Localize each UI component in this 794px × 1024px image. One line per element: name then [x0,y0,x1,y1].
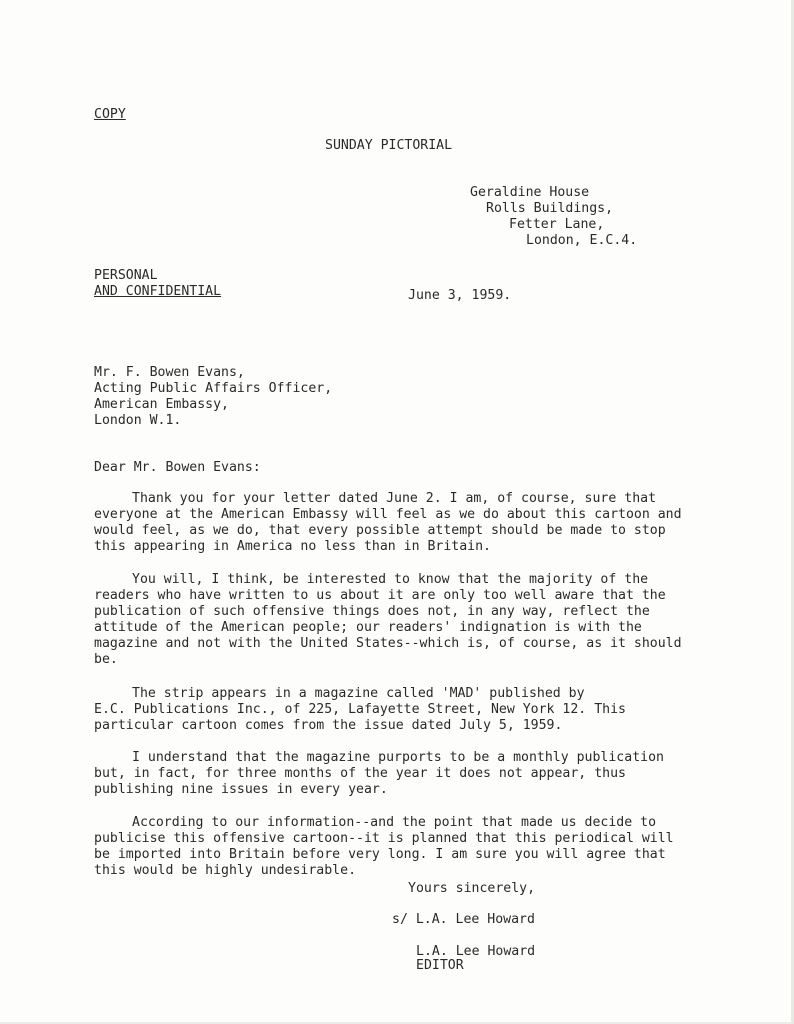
address-line: London, E.C.4. [526,233,638,248]
body-line: attitude of the American people; our readers' indignation is with the [94,620,642,635]
signer-title: EDITOR [416,958,464,973]
recipient-line: Mr. F. Bowen Evans, [94,365,245,380]
body-line: this would be highly undesirable. [94,863,357,878]
body-paragraph-3 [94,686,694,734]
body-line: everyone at the American Embassy will feel as we do about this cartoon and [94,507,682,522]
newspaper-title: SUNDAY PICTORIAL [325,138,453,153]
salutation: Dear Mr. Bowen Evans: [94,460,261,475]
address-line: Rolls Buildings, [486,201,614,216]
body-line: I understand that the magazine purports to be a monthly publication [132,750,664,765]
classification-line-1: PERSONAL [94,268,158,283]
body-line: publishing nine issues in every year. [94,782,388,797]
body-line: The strip appears in a magazine called 'MAD' published by [132,686,585,701]
body-paragraph-1 [94,491,694,555]
body-line: publication of such offensive things does not, in any way, reflect the [94,604,650,619]
body-line: You will, I think, be interested to know that the majority of the [132,572,649,587]
body-line: publicise this offensive cartoon--it is planned that this periodical will [94,831,674,846]
body-paragraph-4 [94,750,694,798]
body-paragraph-2 [94,572,694,668]
body-line: but, in fact, for three months of the year it does not appear, thus [94,766,626,781]
closing: Yours sincerely, [408,881,536,896]
body-line: be imported into Britain before very long. I am sure you will agree that [94,847,666,862]
classification-line-2: AND CONFIDENTIAL [94,284,222,299]
copy-label: COPY [94,107,126,122]
body-line: magazine and not with the United States--which is, of course, as it should [94,636,682,651]
letter-date: June 3, 1959. [408,288,512,303]
body-line: be. [94,652,118,667]
recipient-line: London W.1. [94,413,182,428]
address-line: Geraldine House [470,185,590,200]
body-line: According to our information--and the point that made us decide to [132,815,657,830]
recipient-line: American Embassy, [94,397,229,412]
body-line: would feel, as we do, that every possible attempt should be made to stop [94,523,666,538]
body-line: this appearing in America no less than in Britain. [94,539,491,554]
recipient-line: Acting Public Affairs Officer, [94,381,333,396]
address-line: Fetter Lane, [509,217,605,232]
body-paragraph-5 [94,815,694,879]
signature-line: s/ L.A. Lee Howard [392,912,535,927]
body-line: readers who have written to us about it are only too well aware that the [94,588,666,603]
body-line: particular cartoon comes from the issue dated July 5, 1959. [94,718,563,733]
body-line: E.C. Publications Inc., of 225, Lafayette Street, New York 12. This [94,702,626,717]
body-line: Thank you for your letter dated June 2. I am, of course, sure that [132,491,657,506]
signer-name: L.A. Lee Howard [416,944,536,959]
